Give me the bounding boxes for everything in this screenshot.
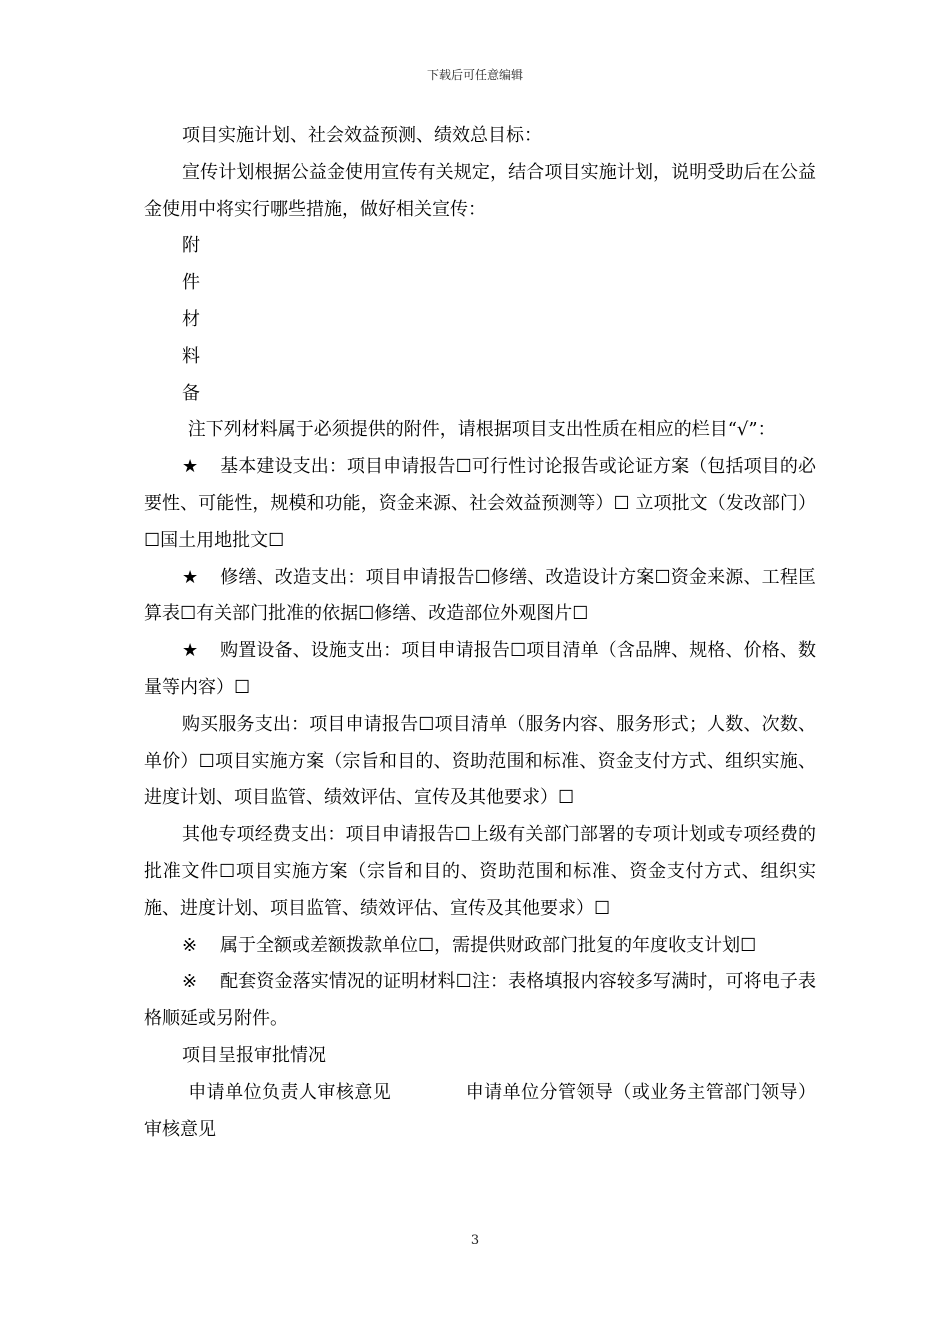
applicant-head-opinion: 申请单位负责人审核意见 (182, 1081, 392, 1103)
item-repair-text: 修缮、改造支出：项目申请报告☐修缮、改造设计方案☐资金来源、工程匡算表☐有关部门批准的依据☐修缮、改造部位外观图片☐ (144, 566, 816, 625)
note-matching-funds-text: 配套资金落实情况的证明材料☐注：表格填报内容较多写满时，可将电子表格顺延或另附件。 (144, 971, 816, 1030)
reference-mark-icon: ※ (182, 971, 198, 993)
document-body (144, 118, 816, 1148)
note-allocation-text: 属于全额或差额拨款单位☐，需提供财政部门批复的年度收支计划☐ (220, 934, 757, 956)
vertical-label (144, 228, 816, 412)
page-header: 下载后可任意编辑 (426, 68, 523, 82)
vertical-char: 备 (182, 382, 200, 404)
item-equipment-text: 购置设备、设施支出：项目申请报告☐项目清单（含品牌、规格、价格、数量等内容）☐ (144, 640, 816, 698)
star-icon: ★ (182, 566, 199, 588)
vertical-char: 件 (182, 272, 200, 294)
star-icon: ★ (182, 456, 199, 478)
reference-mark-icon: ※ (182, 934, 198, 956)
paragraph-attachment-note: 注下列材料属于必须提供的附件，请根据项目支出性质在相应的栏目“√”： (182, 419, 776, 441)
paragraph-publicity: 宣传计划根据公益金使用宣传有关规定，结合项目实施计划，说明受助后在公益金使用中将实行哪些措施，做好相关宣传： (144, 161, 816, 220)
paragraph-plan: 项目实施计划、社会效益预测、绩效总目标： (182, 125, 542, 146)
vertical-char: 附 (182, 235, 200, 257)
item-construction-text: 基本建设支出：项目申请报告☐可行性讨论报告或论证方案（包括项目的必要性、可能性，规模和功能，资金来源、社会效益预测等）☐ 立项批文（发改部门）☐国土用地批文☐ (144, 456, 816, 551)
supervisor-opinion: 申请单位分管领导（或业务主管部门领导）审核意见 (144, 1081, 816, 1140)
item-equipment (144, 633, 816, 707)
note-allocation (144, 928, 816, 965)
item-other: 其他专项经费支出：项目申请报告☐上级有关部门部署的专项计划或专项经费的批准文件☐项目实施方案（宗旨和目的、资助范围和标准、资金支付方式、组织实施、进度计划、项目监管、绩效评估、宣传及其他要求）☐ (144, 824, 816, 919)
star-icon: ★ (182, 640, 199, 662)
note-matching-funds (144, 964, 816, 1038)
paragraph-approval-opinions (144, 1075, 816, 1149)
item-services: 购买服务支出：项目申请报告☐项目清单（服务内容、服务形式；人数、次数、单价）☐项目实施方案（宗旨和目的、资助范围和标准、资金支付方式、组织实施、进度计划、项目监管、绩效评估、宣传及其他要求）☐ (144, 713, 816, 809)
page-number: 3 (470, 1233, 480, 1248)
vertical-char: 料 (182, 345, 200, 367)
item-repair (144, 560, 816, 634)
vertical-char: 材 (182, 308, 200, 330)
paragraph-approval-title: 项目呈报审批情况 (182, 1044, 326, 1066)
item-construction (144, 449, 816, 559)
